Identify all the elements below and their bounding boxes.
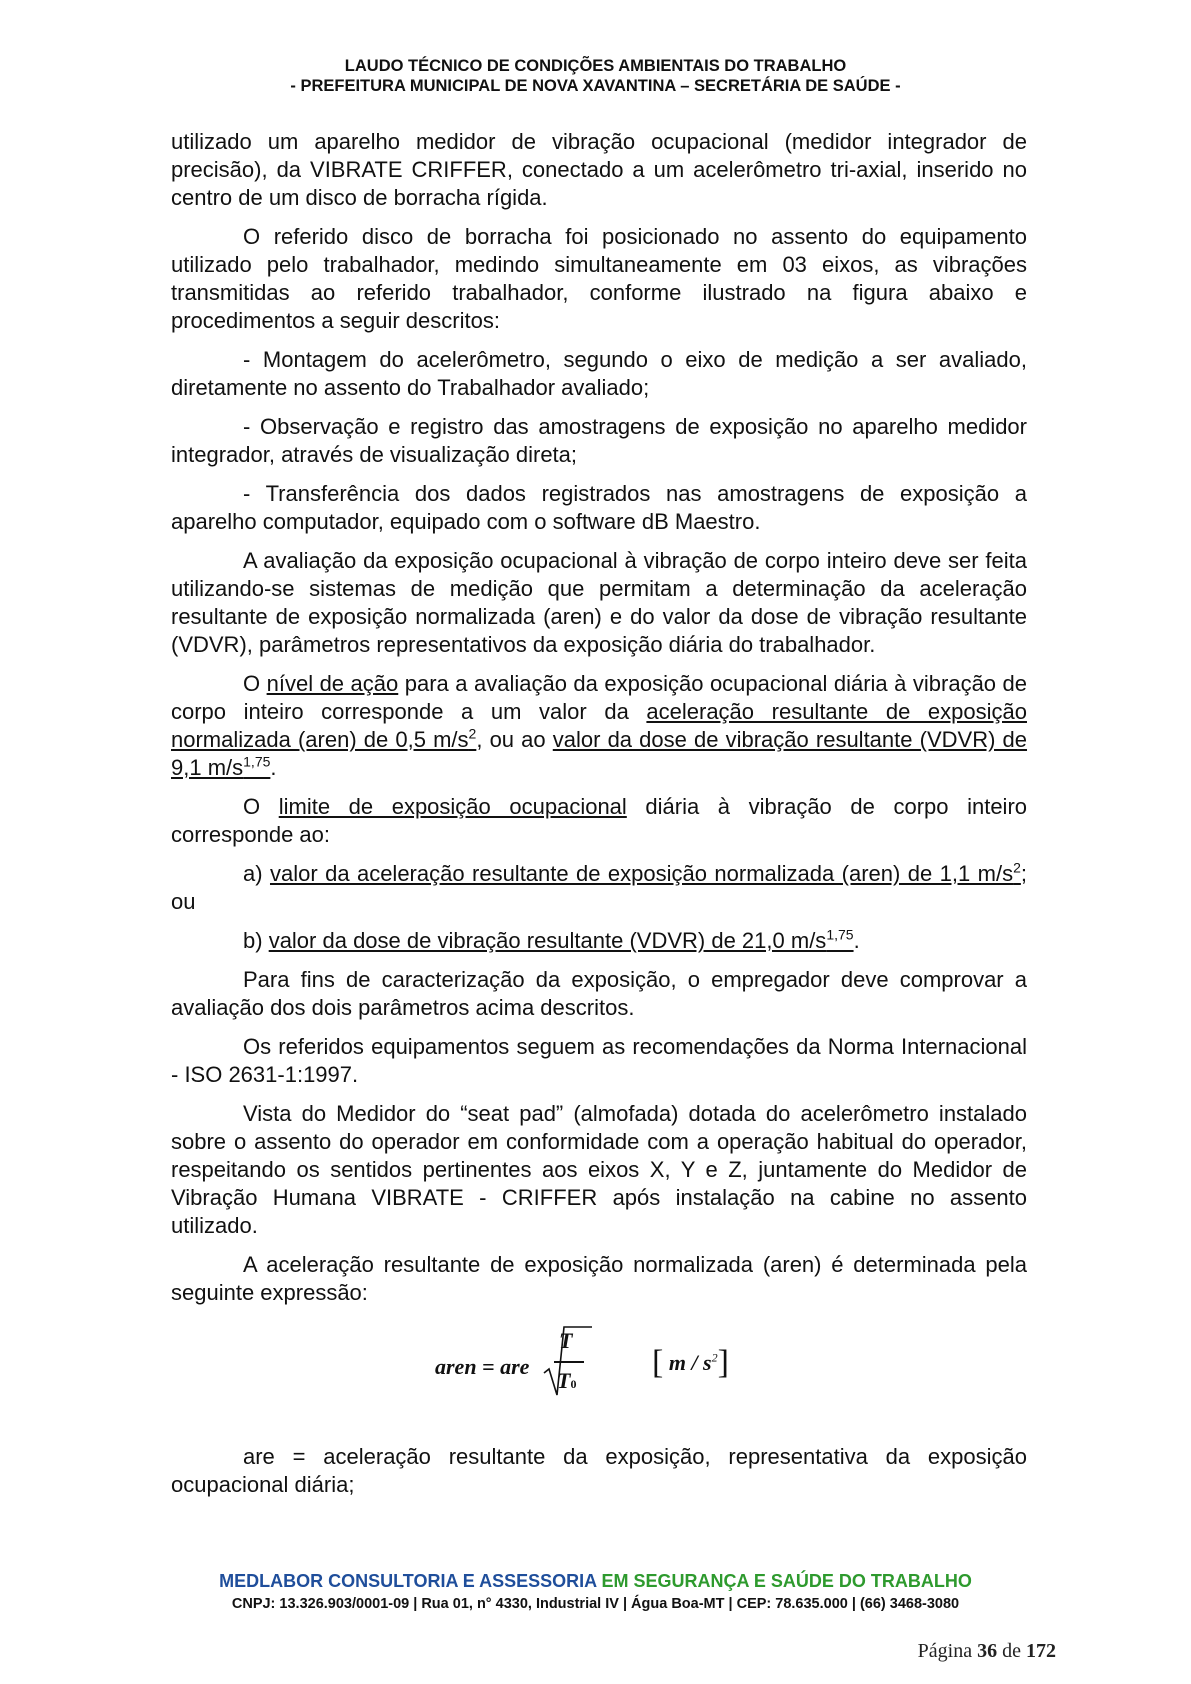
paragraph-15: are = aceleração resultante da exposição, representativa da exposição ocupacional diária; bbox=[171, 1444, 1027, 1497]
footer-company: MEDLABOR CONSULTORIA E ASSESSORIA EM SEGURANÇA E SAÚDE DO TRABALHO bbox=[219, 1571, 972, 1591]
header-title: LAUDO TÉCNICO DE CONDIÇÕES AMBIENTAIS DO TRABALHO bbox=[344, 57, 847, 75]
paragraph-13: Vista do Medidor do “seat pad” (almofada) dotada do acelerômetro instalado sobre o assento do operador em conformidade com a operação habitual do operador, respeitando os sentidos pertinentes aos eixos X, Y e Z, juntamente do Medidor de Vibração Humana VIBRATE - CRIFFER após instalação na cabine no assento utilizado. bbox=[171, 1101, 1027, 1238]
paragraph-3: - Montagem do acelerômetro, segundo o eixo de medição a ser avaliado, diretamente no assento do Trabalhador avaliado; bbox=[171, 347, 1027, 400]
fraction-bar bbox=[554, 1361, 584, 1363]
underlined-term: nível de ação bbox=[266, 671, 399, 696]
paragraph-item-a: a) valor da aceleração resultante de exposição normalizada (aren) de 1,1 $m/s^2$; ou bbox=[171, 859, 1027, 914]
formula-lhs: aren = are bbox=[435, 1354, 530, 1379]
footer-contact: CNPJ: 13.326.903/0001-09 | Rua 01, n° 4330, Industrial IV | Água Boa-MT | CEP: 78.635.000 | (66) 3468-3080 bbox=[231, 1596, 960, 1612]
paragraph-14: A aceleração resultante de exposição normalizada (aren) é determinada pela seguinte expressão: bbox=[171, 1252, 1027, 1305]
aren-formula bbox=[171, 1325, 1027, 1421]
document-header bbox=[0, 56, 1191, 96]
document-body bbox=[171, 128, 1027, 1510]
paragraph-exposure-limit: O limite de exposição ocupacional diária à vibração de corpo inteiro corresponde ao: bbox=[171, 794, 1028, 847]
formula-numerator: T bbox=[559, 1328, 573, 1353]
page-number: Página 36 de 172 bbox=[917, 1640, 1056, 1662]
header-subtitle: - PREFEITURA MUNICIPAL DE NOVA XAVANTINA – SECRETÁRIA DE SAÚDE - bbox=[290, 77, 901, 95]
paragraph-11: Para fins de caracterização da exposição, o empregador deve comprovar a avaliação dos dois parâmetros acima descritos. bbox=[171, 967, 1027, 1020]
paragraph-5: - Transferência dos dados registrados nas amostragens de exposição a aparelho computador, equipado com o software dB Maestro. bbox=[171, 481, 1027, 534]
paragraph-action-level: O nível de ação para a avaliação da exposição ocupacional diária à vibração de corpo inteiro corresponde a um valor da aceleração resultante de exposição normalizada (aren) de 0,5 $m/s^2$, ou ao valor da dose de vibração resultante (VDVR) de 9,1 $m/s^{1,75}$. bbox=[171, 671, 1028, 780]
underlined-term: limite de exposição ocupacional bbox=[278, 794, 627, 819]
formula-unit: [ m / $s^2$] bbox=[652, 1344, 729, 1381]
paragraph-12: Os referidos equipamentos seguem as recomendações da Norma Internacional - ISO 2631-1:1997. bbox=[171, 1034, 1027, 1087]
underlined-term: aceleração resultante de exposição normalizada (aren) de 0,5 $m/s^2$ bbox=[171, 699, 1027, 752]
paragraph-4: - Observação e registro das amostragens de exposição no aparelho medidor integrador, através de visualização direta; bbox=[171, 414, 1027, 467]
underlined-term: valor da dose de vibração resultante (VDVR) de 9,1 $m/s^{1,75}$ bbox=[171, 727, 1028, 780]
paragraph-2: O referido disco de borracha foi posicionado no assento do equipamento utilizado pelo trabalhador, medindo simultaneamente em 03 eixos, as vibrações transmitidas ao referido trabalhador, conforme ilustrado na figura abaixo e procedimentos a seguir descritos: bbox=[171, 224, 1027, 333]
paragraph-item-b: b) valor da dose de vibração resultante (VDVR) de 21,0 $m/s^{1,75}$. bbox=[243, 926, 860, 953]
formula-denominator: T0 bbox=[557, 1368, 577, 1393]
underlined-term: valor da dose de vibração resultante (VDVR) de 21,0 $m/s^{1,75}$ bbox=[268, 926, 854, 953]
underlined-term: valor da aceleração resultante de exposição normalizada (aren) de 1,1 $m/s^2$ bbox=[269, 859, 1021, 886]
paragraph-1: utilizado um aparelho medidor de vibração ocupacional (medidor integrador de precisão), da VIBRATE CRIFFER, conectado a um acelerômetro tri-axial, inserido no centro de um disco de borracha rígida. bbox=[171, 129, 1027, 210]
document-footer bbox=[0, 1570, 1191, 1614]
paragraph-6: A avaliação da exposição ocupacional à vibração de corpo inteiro deve ser feita utilizando-se sistemas de medição que permitam a determinação da aceleração resultante de exposição normalizada (aren) e do valor da dose de vibração resultante (VDVR), parâmetros representativos da exposição diária do trabalhador. bbox=[171, 548, 1027, 657]
